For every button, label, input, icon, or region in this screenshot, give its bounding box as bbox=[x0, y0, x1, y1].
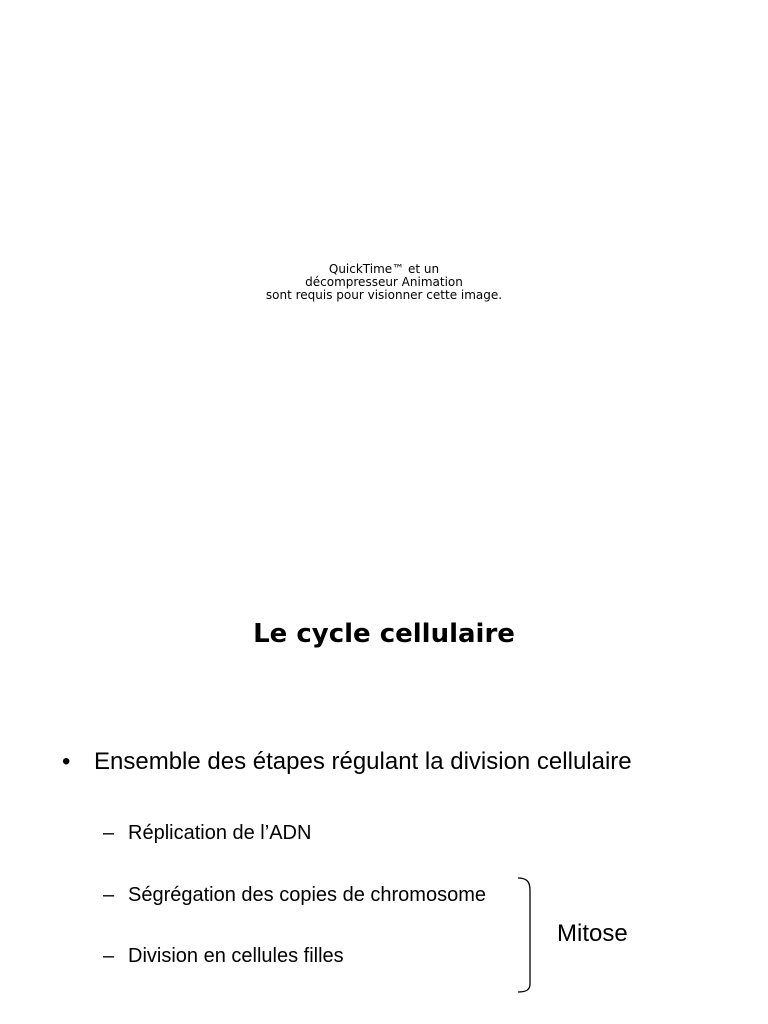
bullet-text: Ensemble des étapes régulant la division cellulaire bbox=[94, 748, 632, 775]
sub-item-marker: – bbox=[103, 945, 115, 967]
sub-item-text: Réplication de l’ADN bbox=[128, 822, 312, 844]
sub-item-marker: – bbox=[103, 822, 115, 844]
sub-item bbox=[103, 882, 486, 908]
mitose-label: Mitose bbox=[557, 920, 628, 947]
sub-item-text: Ségrégation des copies de chromosome bbox=[128, 884, 486, 906]
slide-title: Le cycle cellulaire bbox=[253, 619, 515, 649]
placeholder-line-2: décompresseur Animation bbox=[305, 275, 463, 289]
placeholder-line-1: QuickTime™ et un bbox=[328, 262, 440, 276]
quicktime-placeholder bbox=[0, 263, 768, 302]
bullet-marker: • bbox=[62, 748, 71, 775]
sub-item-marker: – bbox=[103, 884, 115, 906]
main-bullet bbox=[62, 746, 632, 778]
sub-item-text: Division en cellules filles bbox=[128, 945, 344, 967]
sub-item bbox=[103, 943, 344, 969]
right-brace bbox=[512, 876, 536, 994]
placeholder-line-3: sont requis pour visionner cette image. bbox=[265, 288, 503, 302]
sub-item bbox=[103, 820, 311, 846]
